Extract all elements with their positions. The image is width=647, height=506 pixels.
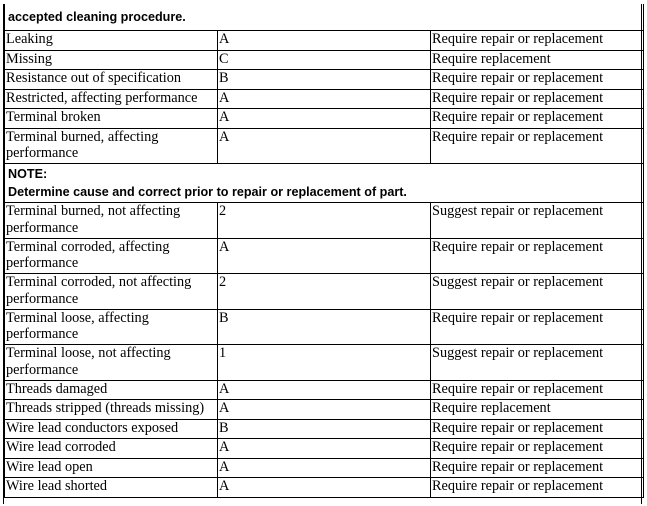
action-cell: Require repair or replacement bbox=[431, 380, 644, 400]
code-cell: B bbox=[218, 70, 431, 90]
table-row bbox=[5, 50, 644, 70]
condition-cell: Missing bbox=[5, 50, 218, 70]
note-text: Determine cause and correct prior to repair or replacement of part. bbox=[8, 185, 407, 199]
action-cell: Require repair or replacement bbox=[431, 458, 644, 478]
code-cell: C bbox=[218, 50, 431, 70]
condition-cell: Terminal loose, not affecting performance bbox=[5, 345, 218, 381]
condition-cell: Wire lead open bbox=[5, 458, 218, 478]
condition-cell: Threads damaged bbox=[5, 380, 218, 400]
condition-cell: Resistance out of specification bbox=[5, 70, 218, 90]
condition-cell: Leaking bbox=[5, 31, 218, 51]
condition-cell: Terminal corroded, affecting performance bbox=[5, 238, 218, 274]
code-cell: A bbox=[218, 478, 431, 498]
table-row bbox=[5, 419, 644, 439]
note-title: NOTE: bbox=[8, 167, 48, 181]
table-row bbox=[5, 345, 644, 381]
action-cell: Require replacement bbox=[431, 50, 644, 70]
code-cell: 2 bbox=[218, 274, 431, 310]
action-cell: Require repair or replacement bbox=[431, 238, 644, 274]
code-cell: B bbox=[218, 419, 431, 439]
action-cell: Require repair or replacement bbox=[431, 89, 644, 109]
condition-cell: Terminal loose, affecting performance bbox=[5, 309, 218, 345]
condition-cell: Wire lead conductors exposed bbox=[5, 419, 218, 439]
condition-table-container bbox=[3, 4, 642, 504]
condition-cell: Threads stripped (threads missing) bbox=[5, 400, 218, 420]
condition-table bbox=[4, 4, 644, 498]
table-row bbox=[5, 400, 644, 420]
code-cell: A bbox=[218, 109, 431, 129]
condition-cell: Terminal burned, not affecting performance bbox=[5, 203, 218, 239]
action-cell: Require repair or replacement bbox=[431, 109, 644, 129]
table-row bbox=[5, 380, 644, 400]
action-cell: Require repair or replacement bbox=[431, 128, 644, 164]
condition-cell: Wire lead corroded bbox=[5, 439, 218, 459]
note-cell bbox=[5, 164, 644, 203]
condition-cell: Terminal broken bbox=[5, 109, 218, 129]
action-cell: Suggest repair or replacement bbox=[431, 203, 644, 239]
code-cell: A bbox=[218, 380, 431, 400]
table-row bbox=[5, 89, 644, 109]
table-row bbox=[5, 238, 644, 274]
action-cell: Suggest repair or replacement bbox=[431, 345, 644, 381]
note-row bbox=[5, 164, 644, 203]
table-row bbox=[5, 203, 644, 239]
table-row bbox=[5, 70, 644, 90]
code-cell: A bbox=[218, 458, 431, 478]
header-text: accepted cleaning procedure. bbox=[5, 4, 644, 31]
action-cell: Require repair or replacement bbox=[431, 419, 644, 439]
condition-cell: Terminal burned, affecting performance bbox=[5, 128, 218, 164]
table-row bbox=[5, 128, 644, 164]
table-row bbox=[5, 274, 644, 310]
action-cell: Require repair or replacement bbox=[431, 439, 644, 459]
action-cell: Require repair or replacement bbox=[431, 31, 644, 51]
code-cell: A bbox=[218, 238, 431, 274]
code-cell: A bbox=[218, 89, 431, 109]
action-cell: Require repair or replacement bbox=[431, 70, 644, 90]
condition-cell: Wire lead shorted bbox=[5, 478, 218, 498]
table-row bbox=[5, 309, 644, 345]
code-cell: B bbox=[218, 309, 431, 345]
action-cell: Require repair or replacement bbox=[431, 309, 644, 345]
action-cell: Require replacement bbox=[431, 400, 644, 420]
code-cell: 2 bbox=[218, 203, 431, 239]
code-cell: A bbox=[218, 31, 431, 51]
table-row bbox=[5, 439, 644, 459]
table-row bbox=[5, 31, 644, 51]
condition-cell: Restricted, affecting performance bbox=[5, 89, 218, 109]
action-cell: Require repair or replacement bbox=[431, 478, 644, 498]
code-cell: A bbox=[218, 439, 431, 459]
condition-cell: Terminal corroded, not affecting performance bbox=[5, 274, 218, 310]
action-cell: Suggest repair or replacement bbox=[431, 274, 644, 310]
header-row bbox=[5, 4, 644, 31]
table-row bbox=[5, 478, 644, 498]
code-cell: A bbox=[218, 400, 431, 420]
table-row bbox=[5, 458, 644, 478]
code-cell: A bbox=[218, 128, 431, 164]
table-row bbox=[5, 109, 644, 129]
code-cell: 1 bbox=[218, 345, 431, 381]
